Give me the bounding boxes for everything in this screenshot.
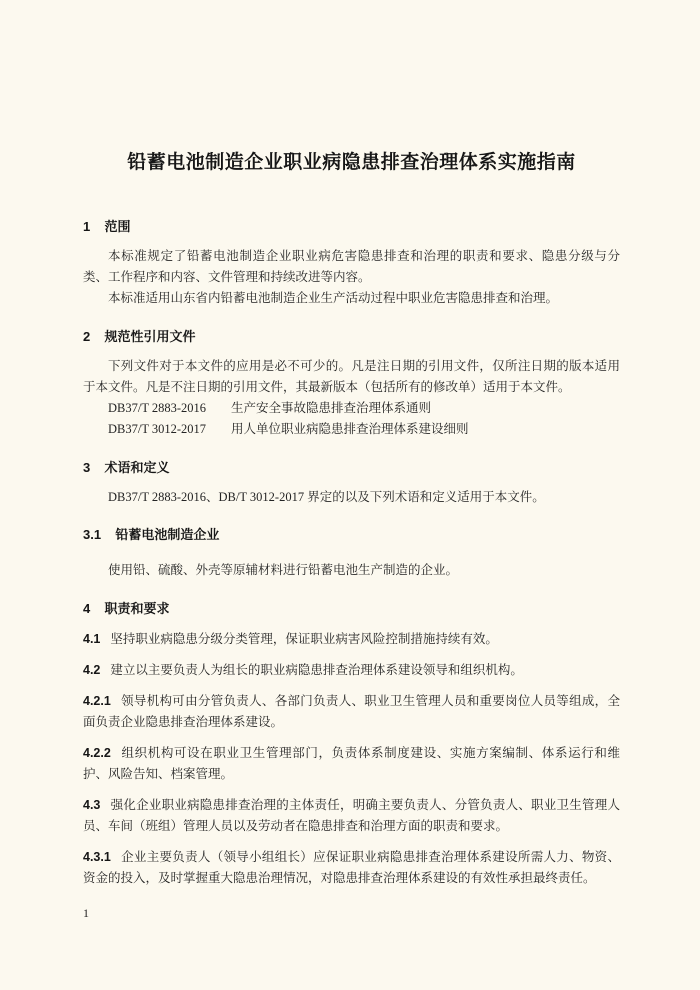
reference-name: 生产安全事故隐患排查治理体系通则 [231, 401, 432, 415]
clause-number: 4.3.1 [83, 850, 111, 864]
section-3-paragraph-1: DB37/T 2883-2016、DB/T 3012-2017 界定的以及下列术语和定义适用于本文件。 [108, 490, 545, 504]
section-1-heading [83, 216, 620, 237]
section-3-heading [83, 457, 620, 478]
clause-text: 强化企业职业病隐患排查治理的主体责任，明确主要负责人、分管负责人、职业卫生管理人员、车间（班组）管理人员以及劳动者在隐患排查和治理方面的职责和要求。 [83, 798, 620, 833]
clause-number: 4.1 [83, 632, 101, 646]
clause-4-2-2 [83, 743, 620, 785]
reference-item [83, 398, 620, 419]
document-title: 铅蓄电池制造企业职业病隐患排查治理体系实施指南 [127, 152, 576, 173]
section-number: 2 [83, 329, 91, 344]
clause-4-3 [83, 795, 620, 837]
section-3-1-paragraph-1: 使用铅、硫酸、外壳等原辅材料进行铅蓄电池生产制造的企业。 [108, 563, 459, 577]
section-heading-text: 铅蓄电池制造企业 [115, 527, 220, 542]
clause-number: 4.3 [83, 798, 101, 812]
section-number: 3 [83, 460, 91, 475]
reference-code: DB37/T 3012-2017 [108, 422, 207, 436]
clause-text: 领导机构可由分管负责人、各部门负责人、职业卫生管理人员和重要岗位人员等组成，全面负责企业隐患排查治理体系建设。 [83, 694, 620, 729]
section-number: 1 [83, 219, 91, 234]
clause-number: 4.2 [83, 663, 101, 677]
clause-4-2-1 [83, 691, 620, 733]
reference-item [83, 419, 620, 440]
section-heading-text: 规范性引用文件 [104, 329, 196, 344]
clause-number: 4.2.2 [83, 746, 111, 760]
section-heading-text: 职责和要求 [104, 601, 170, 616]
clause-text: 坚持职业病隐患分级分类管理，保证职业病害风险控制措施持续有效。 [110, 632, 498, 646]
clause-4-2 [83, 660, 620, 681]
clause-4-3-1 [83, 847, 620, 889]
section-2-heading [83, 326, 620, 347]
section-number: 4 [83, 601, 91, 616]
reference-name: 用人单位职业病隐患排查治理体系建设细则 [231, 422, 469, 436]
section-3-1-heading [83, 524, 620, 545]
clause-number: 4.2.1 [83, 694, 111, 708]
clause-text: 建立以主要负责人为组长的职业病隐患排查治理体系建设领导和组织机构。 [110, 663, 523, 677]
section-1-paragraph-1: 本标准规定了铅蓄电池制造企业职业病危害隐患排查和治理的职责和要求、隐患分级与分类、工作程序和内容、文件管理和持续改进等内容。 [83, 249, 620, 284]
section-4-heading [83, 598, 620, 619]
section-1-paragraph-2: 本标准适用山东省内铅蓄电池制造企业生产活动过程中职业危害隐患排查和治理。 [108, 291, 559, 305]
clause-4-1 [83, 629, 620, 650]
clause-text: 企业主要负责人（领导小组组长）应保证职业病隐患排查治理体系建设所需人力、物资、资金的投入，及时掌握重大隐患治理情况，对隐患排查治理体系建设的有效性承担最终责任。 [83, 850, 620, 885]
section-heading-text: 范围 [104, 219, 131, 234]
section-2-paragraph-1: 下列文件对于本文件的应用是必不可少的。凡是注日期的引用文件，仅所注日期的版本适用于本文件。凡是不注日期的引用文件，其最新版本（包括所有的修改单）适用于本文件。 [83, 359, 620, 394]
section-heading-text: 术语和定义 [104, 460, 170, 475]
section-number: 3.1 [83, 527, 102, 542]
reference-code: DB37/T 2883-2016 [108, 401, 207, 415]
clause-text: 组织机构可设在职业卫生管理部门，负责体系制度建设、实施方案编制、体系运行和维护、风险告知、档案管理。 [83, 746, 620, 781]
page-number: 1 [83, 906, 89, 920]
